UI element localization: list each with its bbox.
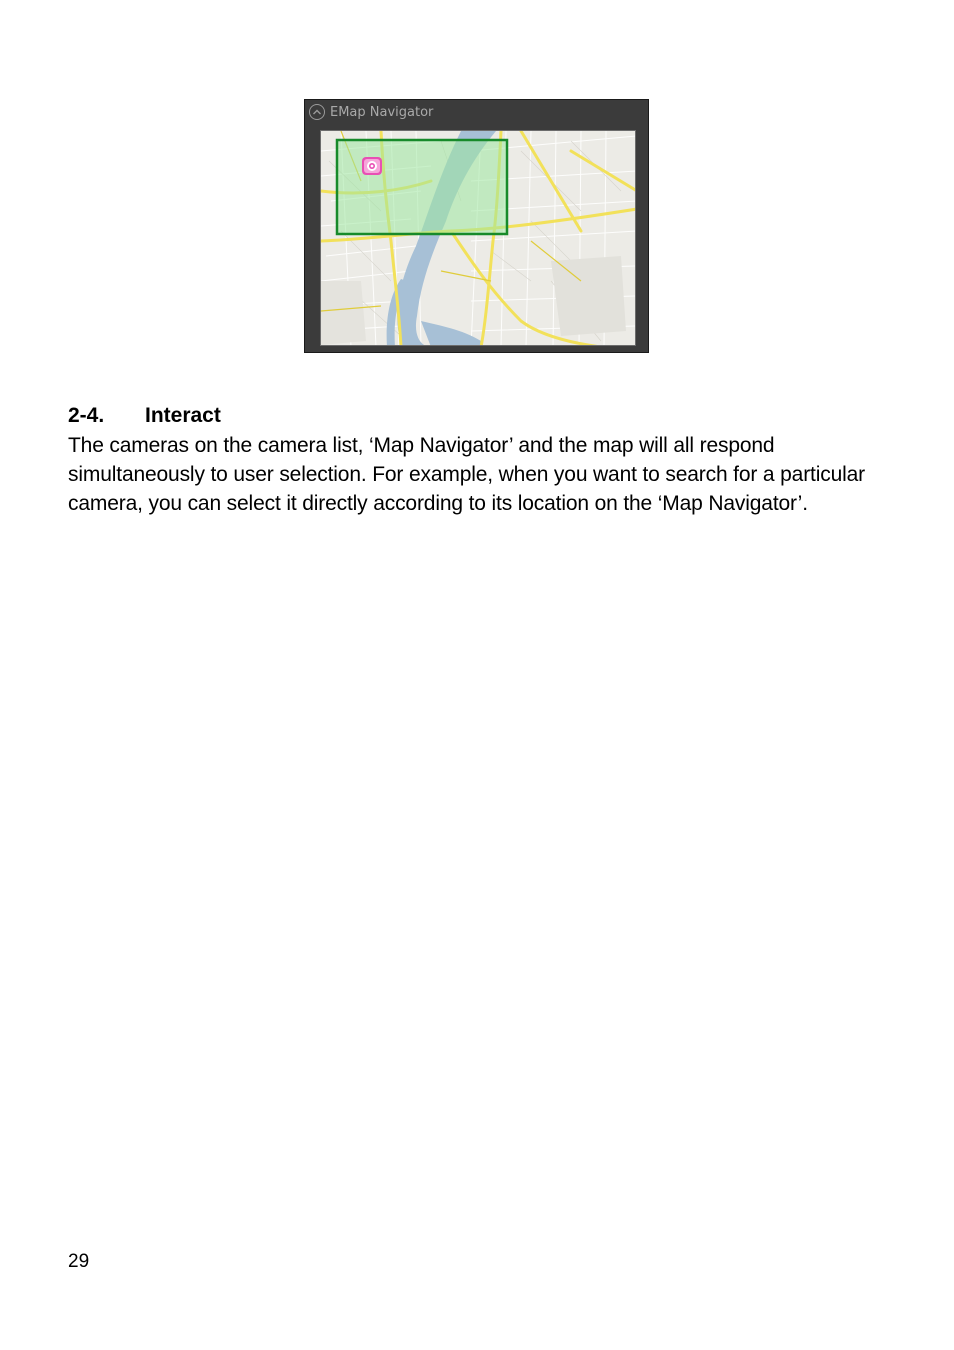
map-graphic (321, 131, 636, 346)
section-body: The cameras on the camera list, ‘Map Navigator’ and the map will all respond simultaneously to user selection. For example, when you want to search for a particular camera, you can select it directly according to its location on the ‘Map Navigator’. (68, 434, 866, 515)
section-heading (68, 402, 221, 430)
emap-navigator-panel (304, 99, 649, 353)
emap-navigator-title: EMap Navigator (330, 104, 434, 120)
page-number: 29 (68, 1251, 90, 1272)
emap-map[interactable] (320, 130, 636, 346)
emap-navigator-header (305, 100, 648, 124)
section-title: Interact (145, 404, 221, 427)
camera-icon[interactable] (362, 157, 382, 175)
section-number: 2-4. (68, 404, 105, 427)
chevron-up-circle-icon[interactable] (309, 104, 325, 120)
